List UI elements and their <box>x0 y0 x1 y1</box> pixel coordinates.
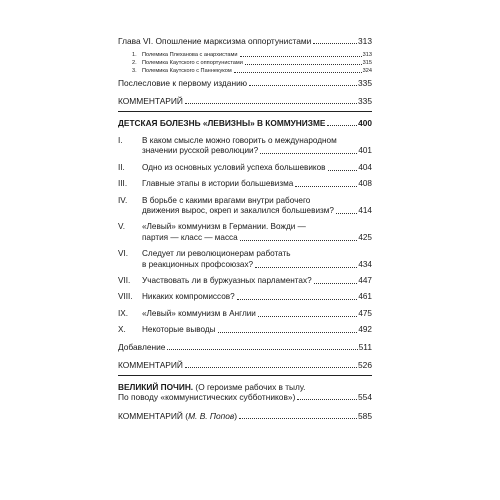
chapter-title-line: В каком смысле можно говорить о международном <box>142 136 337 145</box>
dot-leader <box>167 349 357 350</box>
subentry-number: 2. <box>132 59 137 66</box>
chapter-number: VII. <box>118 276 131 286</box>
chapter-number: V. <box>118 222 125 232</box>
toc-page-number: 408 <box>358 179 372 189</box>
chapter-title-line: «Левый» коммунизм в Германии. Вожди — <box>142 222 306 232</box>
toc-entry-title: КОММЕНТАРИЙ <box>118 96 183 106</box>
toc-page-number: 335 <box>358 96 372 106</box>
dot-leader <box>185 103 357 104</box>
toc-chapter-6[interactable] <box>118 249 372 270</box>
dot-leader <box>313 43 357 44</box>
chapter-number: X. <box>118 325 126 335</box>
chapter-title-line: Одно из основных условий успеха большевиков <box>142 162 326 172</box>
subentry-number: 1. <box>132 51 137 58</box>
toc-page-number: 461 <box>358 292 372 302</box>
dot-leader <box>249 85 357 86</box>
subentry-title: Полемика Каутского с Паннекуком <box>142 67 232 74</box>
dot-leader <box>255 267 357 268</box>
chapter-title-line: значении русской революции? <box>142 146 259 156</box>
commentary-label-close: ) <box>234 410 238 421</box>
toc-page-number: 492 <box>358 325 372 335</box>
chapter-title-line: в реакционных профсоюзах? <box>142 259 254 269</box>
toc-section-heading-left-wing[interactable] <box>118 118 372 129</box>
chapter-number: I. <box>118 136 123 145</box>
chapter-number: IV. <box>118 195 128 205</box>
dot-leader <box>237 299 358 300</box>
toc-entry-title: Послесловие к первому изданию <box>118 77 248 88</box>
toc-page-number: 335 <box>358 77 372 88</box>
dot-leader <box>258 316 357 317</box>
chapter-number: IX. <box>118 308 129 318</box>
toc-entry-chapter-6[interactable] <box>118 36 372 47</box>
toc-page-number: 400 <box>358 117 372 128</box>
toc-chapter-1[interactable] <box>118 136 372 157</box>
toc-entry-title: КОММЕНТАРИЙ <box>118 360 183 371</box>
dot-leader <box>245 64 362 65</box>
subentry-number: 3. <box>132 67 137 74</box>
chapter-number: II. <box>118 162 125 172</box>
section-divider <box>118 375 372 376</box>
chapter-number: VIII. <box>118 292 133 302</box>
dot-leader <box>336 213 357 214</box>
toc-chapter-8[interactable] <box>118 292 372 302</box>
toc-page-number: 434 <box>358 259 372 269</box>
toc-entry-title: Добавление <box>118 341 166 352</box>
chapter-number: III. <box>118 179 128 189</box>
dot-leader <box>327 125 357 126</box>
chapter-title-line: Следует ли революционерам работать <box>142 249 291 259</box>
subentry-title: Полемика Каутского с оппортунистами <box>142 59 243 66</box>
toc-chapter-5[interactable] <box>118 222 372 243</box>
chapter-title-line: Никаких компромиссов? <box>142 292 235 302</box>
toc-page-number: 313 <box>362 51 372 58</box>
chapter-title-line: партия — класс — масса <box>142 232 238 242</box>
toc-page-number: 511 <box>358 341 372 352</box>
toc-section-great-beginning[interactable] <box>118 382 372 403</box>
toc-page-number: 475 <box>358 308 372 318</box>
toc-chapter-3[interactable] <box>118 179 372 189</box>
chapter-title-line: «Левый» коммунизм в Англии <box>142 308 256 318</box>
toc-page-number: 554 <box>358 392 372 403</box>
chapter-title-line: Некоторые выводы <box>142 325 216 335</box>
toc-page-number: 324 <box>362 67 372 74</box>
dot-leader <box>218 332 358 333</box>
toc-entry-afterword[interactable] <box>118 78 372 89</box>
toc-page-number: 425 <box>358 232 372 242</box>
toc-entry-appendix[interactable] <box>118 342 372 353</box>
dot-leader <box>240 240 358 241</box>
toc-chapter-4[interactable] <box>118 196 372 217</box>
chapter-title-line: движения вырос, окреп и закалился большевизм? <box>142 206 334 216</box>
section-heading-subtitle: (О героизме рабочих в тылу. <box>193 381 306 392</box>
section-heading-subtitle-line: По поводу «коммунистических субботников») <box>118 392 296 403</box>
chapter-number: VI. <box>118 249 129 259</box>
dot-leader <box>185 367 357 368</box>
chapter-title-line: Участвовать ли в буржуазных парламентах? <box>142 276 312 286</box>
toc-subentry-2[interactable] <box>118 59 372 67</box>
toc-page-number: 401 <box>358 146 372 156</box>
toc-entry-commentary-3[interactable] <box>118 411 372 422</box>
subentry-title: Полемика Плеханова с анархистами <box>142 51 238 58</box>
toc-page-number: 447 <box>358 276 372 286</box>
dot-leader <box>295 186 357 187</box>
dot-leader <box>328 170 358 171</box>
toc-entry-title: Глава VI. Опошление марксизма оппортунистами <box>118 36 312 46</box>
toc-chapter-7[interactable] <box>118 276 372 286</box>
toc-page-number: 414 <box>358 206 372 216</box>
toc-page-number: 585 <box>358 410 372 421</box>
toc-chapter-9[interactable] <box>118 309 372 319</box>
toc-page-number: 315 <box>362 59 372 66</box>
toc-chapter-2[interactable] <box>118 163 372 173</box>
toc-page-number: 313 <box>358 36 372 46</box>
section-divider <box>118 111 372 112</box>
toc-subentry-1[interactable] <box>118 51 372 59</box>
toc-entry-commentary-1[interactable] <box>118 96 372 107</box>
dot-leader <box>239 418 357 419</box>
toc-subentry-3[interactable] <box>118 67 372 75</box>
table-of-contents <box>118 36 372 421</box>
commentary-author: М. В. Попов <box>188 410 235 421</box>
commentary-label: КОММЕНТАРИЙ ( <box>118 410 189 421</box>
toc-chapter-10[interactable] <box>118 325 372 335</box>
toc-page-number: 526 <box>358 360 372 371</box>
chapter-title-line: В борьбе с какими врагами внутри рабочего <box>142 195 311 205</box>
toc-entry-commentary-2[interactable] <box>118 360 372 371</box>
dot-leader <box>240 56 362 57</box>
toc-page-number: 404 <box>358 162 372 172</box>
section-heading-title: ДЕТСКАЯ БОЛЕЗНЬ «ЛЕВИЗНЫ» В КОММУНИЗМЕ <box>118 117 326 128</box>
chapter-title-line: Главные этапы в истории большевизма <box>142 179 294 189</box>
dot-leader <box>314 283 358 284</box>
section-heading-title: ВЕЛИКИЙ ПОЧИН. <box>118 381 194 392</box>
dot-leader <box>260 153 357 154</box>
dot-leader <box>297 399 357 400</box>
dot-leader <box>234 72 362 73</box>
